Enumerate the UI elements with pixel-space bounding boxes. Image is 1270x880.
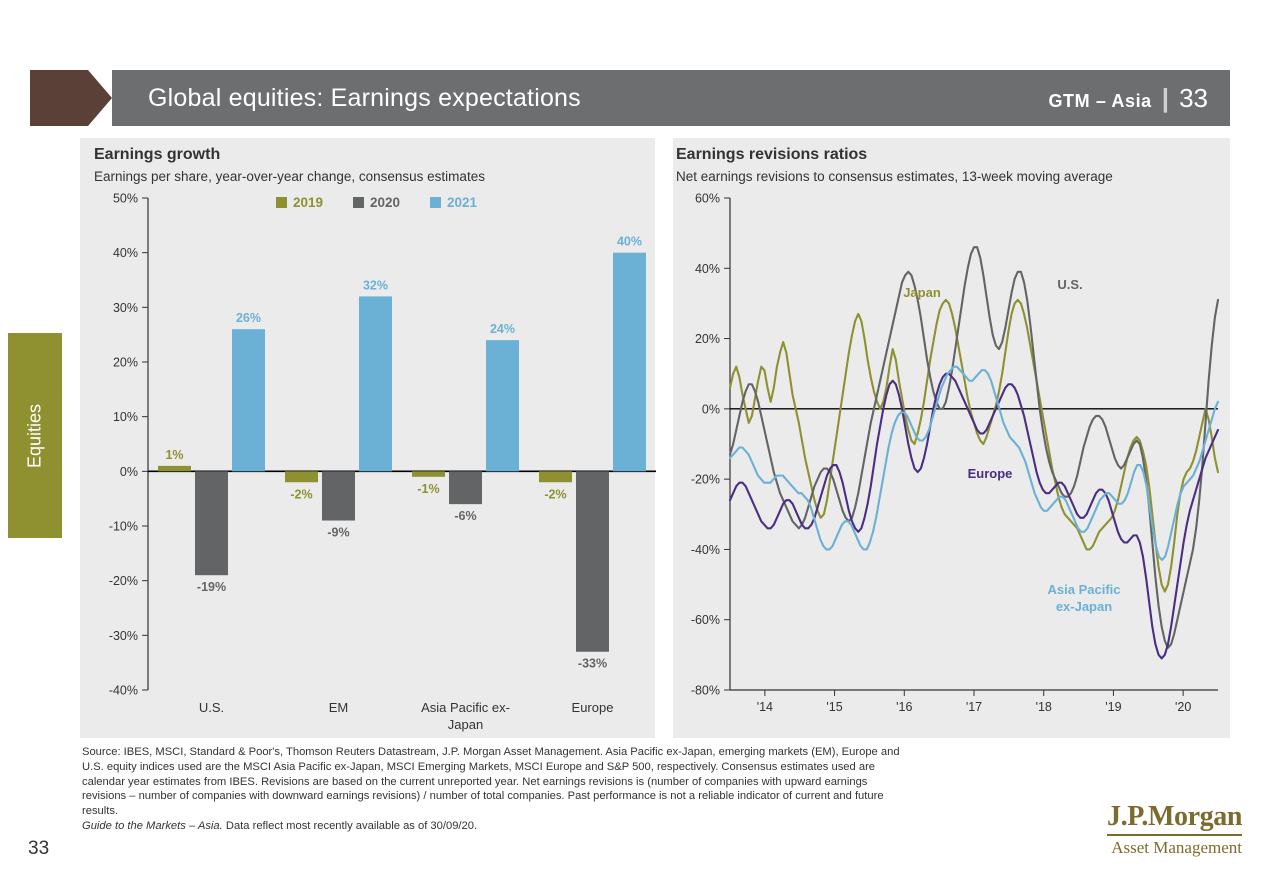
bar-value-label: 1% [165,447,184,462]
page-title: Global equities: Earnings expectations [148,84,581,112]
source-note [82,745,1062,834]
x-tick-label: '14 [756,700,774,714]
source-line-5: results. [82,805,119,818]
y-tick-label: -20% [108,574,138,589]
source-line-2: U.S. equity indices used are the MSCI Asia Pacific ex-Japan, MSCI Emerging Markets, MSCI Europe and S&P 500, respectively. Consensus estimates used are [82,760,876,773]
right-chart-title: Earnings revisions ratios [676,146,868,163]
page-header [30,70,1230,126]
section-tab-equities [8,333,62,538]
series-annotation: U.S. [1057,277,1083,292]
y-tick-label: 20% [112,355,138,370]
source-line-4: revisions – number of companies with downward earnings revisions) / number of total companies. Past performance is not a reliable indicator of current and future [82,790,884,803]
header-meta [1048,83,1208,114]
y-tick-label: -60% [690,613,720,628]
x-tick-label: '15 [826,700,843,714]
category-label: Asia Pacific ex- [421,700,510,715]
left-chart-title: Earnings growth [94,146,221,163]
earnings-growth-panel [80,138,655,738]
x-tick-label: '19 [1105,700,1122,714]
y-tick-label: 0% [119,464,138,479]
logo-wordmark: J.P.Morgan [1107,801,1242,832]
earnings-revisions-panel [673,138,1230,738]
source-line-1: Source: IBES, MSCI, Standard & Poor's, Thomson Reuters Datastream, J.P. Morgan Asset Management. Asia Pacific ex-Japan, emerging markets (EM), Europe and [82,746,900,758]
legend-label: 2019 [293,195,324,210]
right-chart-subtitle: Net earnings revisions to consensus estimates, 13-week moving average [676,169,1113,184]
y-tick-label: -20% [690,472,720,487]
y-tick-label: 40% [694,261,720,276]
category-label: U.S. [198,700,225,715]
x-tick-label: '18 [1035,700,1052,714]
source-guide-rest: Data reflect most recently available as of 30/09/20. [222,819,478,832]
header-arrow-accent [30,70,112,126]
series-annotation: Asia Pacific [1047,582,1121,597]
y-tick-label: 10% [112,410,138,425]
series-annotation: Japan [903,285,941,300]
series-annotation: Europe [967,466,1013,481]
y-tick-label: 30% [112,300,138,315]
y-tick-label: 0% [701,402,720,417]
x-tick-label: '17 [965,700,983,714]
category-label: Europe [571,700,614,715]
legend-label: 2021 [447,195,478,210]
category-label: Japan [447,717,484,732]
bar-value-label: 24% [489,322,516,337]
y-tick-label: -40% [108,683,138,698]
jpmorgan-logo [1107,801,1242,858]
bar-value-label: -19% [196,580,227,595]
y-tick-label: 60% [694,191,720,206]
bar-value-label: -1% [417,481,440,496]
series-annotation: ex-Japan [1055,599,1113,614]
section-tab-label: Equities [24,403,45,468]
bar-value-label: -6% [454,509,477,524]
logo-rule [1107,834,1242,836]
bar-value-label: -33% [577,656,608,671]
header-gtm-label: GTM – Asia [1048,91,1152,111]
y-tick-label: -40% [690,542,720,557]
y-tick-label: -80% [690,683,720,698]
y-tick-label: -30% [108,628,138,643]
source-guide-italic: Guide to the Markets – Asia. [82,819,223,832]
bar-value-label: -2% [290,487,313,502]
bar-value-label: 40% [616,234,643,249]
category-label: EM [328,700,349,715]
y-tick-label: 20% [694,332,720,347]
page-number-footer: 33 [28,838,50,859]
logo-tagline: Asset Management [1111,838,1242,857]
header-page-number: 33 [1179,83,1208,113]
bar-value-label: -2% [544,487,567,502]
source-line-3: calendar year estimates from IBES. Revisions are based on the current unreported year. Net earnings revisions is (number of companies with upward earnings [82,775,868,788]
y-tick-label: 40% [112,246,138,261]
y-tick-label: 50% [112,191,138,206]
header-divider: | [1161,83,1170,113]
y-tick-label: -10% [108,519,138,534]
legend-label: 2020 [370,195,401,210]
bar-value-label: 26% [235,311,262,326]
x-tick-label: '16 [896,700,913,714]
left-chart-subtitle: Earnings per share, year-over-year change, consensus estimates [94,169,485,184]
bar-value-label: 32% [362,278,389,293]
bar-value-label: -9% [327,525,350,540]
x-tick-label: '20 [1174,700,1192,714]
